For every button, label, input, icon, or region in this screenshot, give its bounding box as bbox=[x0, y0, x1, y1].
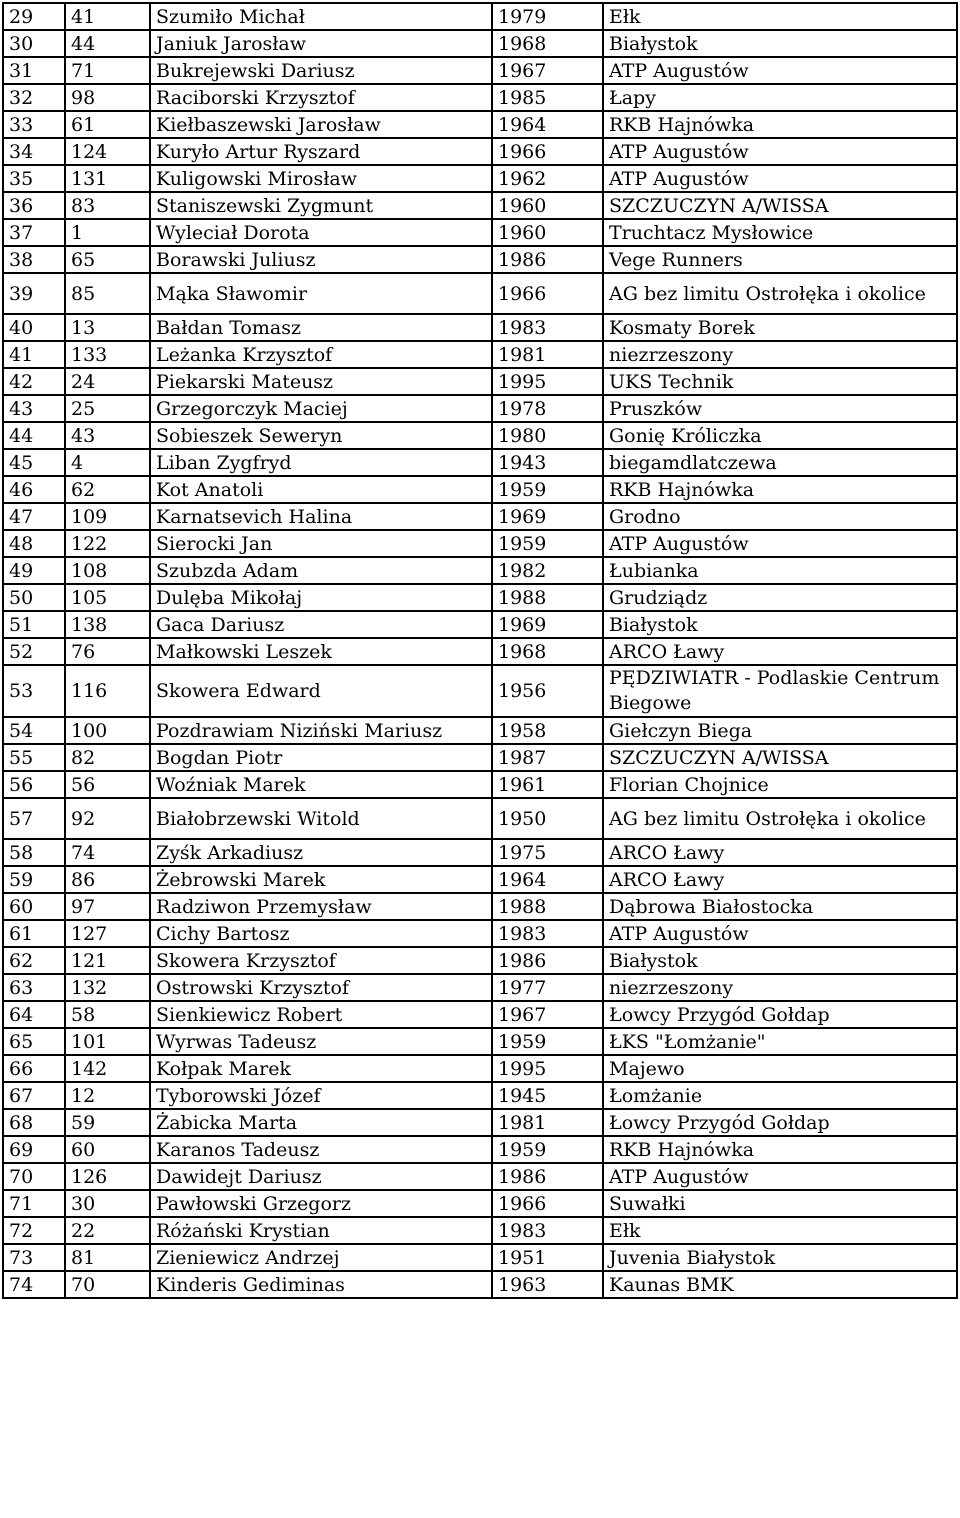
table-row bbox=[3, 1028, 957, 1055]
runner-name-cell: Różański Krystian bbox=[150, 1217, 492, 1244]
runner-name-cell: Leżanka Krzysztof bbox=[150, 341, 492, 368]
place-cell: 53 bbox=[3, 665, 65, 717]
club-cell: SZCZUCZYN A/WISSA bbox=[603, 744, 957, 771]
table-row bbox=[3, 530, 957, 557]
place-cell: 68 bbox=[3, 1109, 65, 1136]
bib-number-cell: 83 bbox=[65, 192, 150, 219]
table-row bbox=[3, 84, 957, 111]
bib-number-cell: 43 bbox=[65, 422, 150, 449]
club-cell: ATP Augustów bbox=[603, 1163, 957, 1190]
club-cell: Grodno bbox=[603, 503, 957, 530]
bib-number-cell: 41 bbox=[65, 3, 150, 30]
birth-year-cell: 1969 bbox=[492, 611, 603, 638]
bib-number-cell: 65 bbox=[65, 246, 150, 273]
bib-number-cell: 25 bbox=[65, 395, 150, 422]
runner-name-cell: Skowera Edward bbox=[150, 665, 492, 717]
runner-name-cell: Skowera Krzysztof bbox=[150, 947, 492, 974]
place-cell: 44 bbox=[3, 422, 65, 449]
birth-year-cell: 1969 bbox=[492, 503, 603, 530]
place-cell: 74 bbox=[3, 1271, 65, 1298]
bib-number-cell: 71 bbox=[65, 57, 150, 84]
runner-name-cell: Kuligowski Mirosław bbox=[150, 165, 492, 192]
club-cell: ATP Augustów bbox=[603, 530, 957, 557]
runner-name-cell: Kołpak Marek bbox=[150, 1055, 492, 1082]
place-cell: 63 bbox=[3, 974, 65, 1001]
table-row bbox=[3, 798, 957, 839]
runner-name-cell: Woźniak Marek bbox=[150, 771, 492, 798]
bib-number-cell: 58 bbox=[65, 1001, 150, 1028]
runner-name-cell: Ostrowski Krzysztof bbox=[150, 974, 492, 1001]
bib-number-cell: 4 bbox=[65, 449, 150, 476]
table-row bbox=[3, 138, 957, 165]
bib-number-cell: 127 bbox=[65, 920, 150, 947]
runner-name-cell: Raciborski Krzysztof bbox=[150, 84, 492, 111]
runner-name-cell: Gaca Dariusz bbox=[150, 611, 492, 638]
place-cell: 43 bbox=[3, 395, 65, 422]
runner-name-cell: Janiuk Jarosław bbox=[150, 30, 492, 57]
birth-year-cell: 1995 bbox=[492, 1055, 603, 1082]
bib-number-cell: 131 bbox=[65, 165, 150, 192]
runner-name-cell: Radziwon Przemysław bbox=[150, 893, 492, 920]
club-cell: Truchtacz Mysłowice bbox=[603, 219, 957, 246]
club-cell: Ełk bbox=[603, 3, 957, 30]
birth-year-cell: 1977 bbox=[492, 974, 603, 1001]
table-row bbox=[3, 771, 957, 798]
bib-number-cell: 86 bbox=[65, 866, 150, 893]
place-cell: 54 bbox=[3, 717, 65, 744]
club-cell: niezrzeszony bbox=[603, 974, 957, 1001]
place-cell: 73 bbox=[3, 1244, 65, 1271]
runner-name-cell: Borawski Juliusz bbox=[150, 246, 492, 273]
table-row bbox=[3, 314, 957, 341]
place-cell: 55 bbox=[3, 744, 65, 771]
runner-name-cell: Wyrwas Tadeusz bbox=[150, 1028, 492, 1055]
place-cell: 32 bbox=[3, 84, 65, 111]
table-row bbox=[3, 665, 957, 717]
table-row bbox=[3, 1136, 957, 1163]
place-cell: 45 bbox=[3, 449, 65, 476]
table-row bbox=[3, 246, 957, 273]
place-cell: 56 bbox=[3, 771, 65, 798]
place-cell: 64 bbox=[3, 1001, 65, 1028]
bib-number-cell: 121 bbox=[65, 947, 150, 974]
table-row bbox=[3, 192, 957, 219]
table-row bbox=[3, 449, 957, 476]
birth-year-cell: 1979 bbox=[492, 3, 603, 30]
birth-year-cell: 1961 bbox=[492, 771, 603, 798]
club-cell: Dąbrowa Białostocka bbox=[603, 893, 957, 920]
birth-year-cell: 1945 bbox=[492, 1082, 603, 1109]
club-cell: Białystok bbox=[603, 947, 957, 974]
birth-year-cell: 1964 bbox=[492, 111, 603, 138]
club-cell: Kaunas BMK bbox=[603, 1271, 957, 1298]
runner-name-cell: Liban Zygfryd bbox=[150, 449, 492, 476]
club-cell: Juvenia Białystok bbox=[603, 1244, 957, 1271]
table-row bbox=[3, 1163, 957, 1190]
club-cell: Łomżanie bbox=[603, 1082, 957, 1109]
club-cell: ATP Augustów bbox=[603, 920, 957, 947]
place-cell: 33 bbox=[3, 111, 65, 138]
table-row bbox=[3, 395, 957, 422]
runner-name-cell: Pozdrawiam Niziński Mariusz bbox=[150, 717, 492, 744]
birth-year-cell: 1981 bbox=[492, 1109, 603, 1136]
bib-number-cell: 76 bbox=[65, 638, 150, 665]
birth-year-cell: 1988 bbox=[492, 584, 603, 611]
place-cell: 39 bbox=[3, 273, 65, 314]
bib-number-cell: 124 bbox=[65, 138, 150, 165]
club-cell: Florian Chojnice bbox=[603, 771, 957, 798]
results-table bbox=[2, 2, 958, 1299]
bib-number-cell: 60 bbox=[65, 1136, 150, 1163]
table-row bbox=[3, 57, 957, 84]
table-row bbox=[3, 611, 957, 638]
bib-number-cell: 82 bbox=[65, 744, 150, 771]
birth-year-cell: 1968 bbox=[492, 30, 603, 57]
table-row bbox=[3, 744, 957, 771]
club-cell: ŁKS "Łomżanie" bbox=[603, 1028, 957, 1055]
runner-name-cell: Kuryło Artur Ryszard bbox=[150, 138, 492, 165]
bib-number-cell: 1 bbox=[65, 219, 150, 246]
runner-name-cell: Pawłowski Grzegorz bbox=[150, 1190, 492, 1217]
results-table-body bbox=[3, 3, 957, 1298]
table-row bbox=[3, 717, 957, 744]
birth-year-cell: 1983 bbox=[492, 1217, 603, 1244]
birth-year-cell: 1960 bbox=[492, 219, 603, 246]
table-row bbox=[3, 1217, 957, 1244]
runner-name-cell: Kiełbaszewski Jarosław bbox=[150, 111, 492, 138]
club-cell: Łowcy Przygód Gołdap bbox=[603, 1001, 957, 1028]
birth-year-cell: 1968 bbox=[492, 638, 603, 665]
club-cell: ARCO Ławy bbox=[603, 866, 957, 893]
birth-year-cell: 1983 bbox=[492, 920, 603, 947]
place-cell: 37 bbox=[3, 219, 65, 246]
runner-name-cell: Kinderis Gediminas bbox=[150, 1271, 492, 1298]
birth-year-cell: 1959 bbox=[492, 476, 603, 503]
birth-year-cell: 1995 bbox=[492, 368, 603, 395]
birth-year-cell: 1959 bbox=[492, 530, 603, 557]
bib-number-cell: 12 bbox=[65, 1082, 150, 1109]
bib-number-cell: 97 bbox=[65, 893, 150, 920]
club-cell: RKB Hajnówka bbox=[603, 476, 957, 503]
club-cell: Kosmaty Borek bbox=[603, 314, 957, 341]
birth-year-cell: 1988 bbox=[492, 893, 603, 920]
table-row bbox=[3, 219, 957, 246]
club-cell: Łapy bbox=[603, 84, 957, 111]
club-cell: RKB Hajnówka bbox=[603, 1136, 957, 1163]
club-cell: Majewo bbox=[603, 1055, 957, 1082]
table-row bbox=[3, 1055, 957, 1082]
birth-year-cell: 1986 bbox=[492, 246, 603, 273]
runner-name-cell: Szumiło Michał bbox=[150, 3, 492, 30]
birth-year-cell: 1950 bbox=[492, 798, 603, 839]
birth-year-cell: 1962 bbox=[492, 165, 603, 192]
birth-year-cell: 1981 bbox=[492, 341, 603, 368]
place-cell: 48 bbox=[3, 530, 65, 557]
birth-year-cell: 1967 bbox=[492, 57, 603, 84]
place-cell: 41 bbox=[3, 341, 65, 368]
table-row bbox=[3, 866, 957, 893]
birth-year-cell: 1985 bbox=[492, 84, 603, 111]
runner-name-cell: Zyśk Arkadiusz bbox=[150, 839, 492, 866]
runner-name-cell: Sierocki Jan bbox=[150, 530, 492, 557]
club-cell: ATP Augustów bbox=[603, 57, 957, 84]
table-row bbox=[3, 503, 957, 530]
club-cell: Białystok bbox=[603, 611, 957, 638]
bib-number-cell: 61 bbox=[65, 111, 150, 138]
bib-number-cell: 85 bbox=[65, 273, 150, 314]
birth-year-cell: 1958 bbox=[492, 717, 603, 744]
table-row bbox=[3, 1082, 957, 1109]
place-cell: 57 bbox=[3, 798, 65, 839]
place-cell: 38 bbox=[3, 246, 65, 273]
table-row bbox=[3, 557, 957, 584]
birth-year-cell: 1959 bbox=[492, 1136, 603, 1163]
club-cell: RKB Hajnówka bbox=[603, 111, 957, 138]
birth-year-cell: 1983 bbox=[492, 314, 603, 341]
birth-year-cell: 1975 bbox=[492, 839, 603, 866]
bib-number-cell: 81 bbox=[65, 1244, 150, 1271]
bib-number-cell: 108 bbox=[65, 557, 150, 584]
place-cell: 72 bbox=[3, 1217, 65, 1244]
club-cell: AG bez limitu Ostrołęka i okolice bbox=[603, 273, 957, 314]
birth-year-cell: 1943 bbox=[492, 449, 603, 476]
club-cell: SZCZUCZYN A/WISSA bbox=[603, 192, 957, 219]
table-row bbox=[3, 638, 957, 665]
place-cell: 62 bbox=[3, 947, 65, 974]
table-row bbox=[3, 920, 957, 947]
club-cell: ATP Augustów bbox=[603, 165, 957, 192]
table-row bbox=[3, 839, 957, 866]
table-row bbox=[3, 1109, 957, 1136]
club-cell: Giełczyn Biega bbox=[603, 717, 957, 744]
club-cell: Łowcy Przygód Gołdap bbox=[603, 1109, 957, 1136]
birth-year-cell: 1966 bbox=[492, 138, 603, 165]
runner-name-cell: Kot Anatoli bbox=[150, 476, 492, 503]
bib-number-cell: 132 bbox=[65, 974, 150, 1001]
bib-number-cell: 122 bbox=[65, 530, 150, 557]
place-cell: 35 bbox=[3, 165, 65, 192]
birth-year-cell: 1964 bbox=[492, 866, 603, 893]
place-cell: 46 bbox=[3, 476, 65, 503]
place-cell: 52 bbox=[3, 638, 65, 665]
bib-number-cell: 138 bbox=[65, 611, 150, 638]
club-cell: Vege Runners bbox=[603, 246, 957, 273]
bib-number-cell: 70 bbox=[65, 1271, 150, 1298]
table-row bbox=[3, 1190, 957, 1217]
club-cell: ATP Augustów bbox=[603, 138, 957, 165]
club-cell: Ełk bbox=[603, 1217, 957, 1244]
birth-year-cell: 1963 bbox=[492, 1271, 603, 1298]
bib-number-cell: 44 bbox=[65, 30, 150, 57]
bib-number-cell: 59 bbox=[65, 1109, 150, 1136]
place-cell: 65 bbox=[3, 1028, 65, 1055]
place-cell: 69 bbox=[3, 1136, 65, 1163]
birth-year-cell: 1986 bbox=[492, 947, 603, 974]
runner-name-cell: Mąka Sławomir bbox=[150, 273, 492, 314]
table-row bbox=[3, 974, 957, 1001]
runner-name-cell: Zieniewicz Andrzej bbox=[150, 1244, 492, 1271]
table-row bbox=[3, 341, 957, 368]
runner-name-cell: Staniszewski Zygmunt bbox=[150, 192, 492, 219]
bib-number-cell: 24 bbox=[65, 368, 150, 395]
runner-name-cell: Szubzda Adam bbox=[150, 557, 492, 584]
runner-name-cell: Wyleciał Dorota bbox=[150, 219, 492, 246]
place-cell: 59 bbox=[3, 866, 65, 893]
runner-name-cell: Karnatsevich Halina bbox=[150, 503, 492, 530]
place-cell: 42 bbox=[3, 368, 65, 395]
club-cell: Suwałki bbox=[603, 1190, 957, 1217]
club-cell: niezrzeszony bbox=[603, 341, 957, 368]
club-cell: AG bez limitu Ostrołęka i okolice bbox=[603, 798, 957, 839]
table-row bbox=[3, 3, 957, 30]
bib-number-cell: 92 bbox=[65, 798, 150, 839]
place-cell: 67 bbox=[3, 1082, 65, 1109]
runner-name-cell: Tyborowski Józef bbox=[150, 1082, 492, 1109]
runner-name-cell: Dawidejt Dariusz bbox=[150, 1163, 492, 1190]
runner-name-cell: Dulęba Mikołaj bbox=[150, 584, 492, 611]
table-row bbox=[3, 111, 957, 138]
table-row bbox=[3, 1001, 957, 1028]
birth-year-cell: 1987 bbox=[492, 744, 603, 771]
place-cell: 60 bbox=[3, 893, 65, 920]
table-row bbox=[3, 893, 957, 920]
place-cell: 58 bbox=[3, 839, 65, 866]
birth-year-cell: 1966 bbox=[492, 1190, 603, 1217]
table-row bbox=[3, 1271, 957, 1298]
bib-number-cell: 13 bbox=[65, 314, 150, 341]
bib-number-cell: 126 bbox=[65, 1163, 150, 1190]
club-cell: Pruszków bbox=[603, 395, 957, 422]
birth-year-cell: 1982 bbox=[492, 557, 603, 584]
place-cell: 47 bbox=[3, 503, 65, 530]
place-cell: 40 bbox=[3, 314, 65, 341]
bib-number-cell: 74 bbox=[65, 839, 150, 866]
club-cell: Grudziądz bbox=[603, 584, 957, 611]
place-cell: 30 bbox=[3, 30, 65, 57]
bib-number-cell: 116 bbox=[65, 665, 150, 717]
table-row bbox=[3, 584, 957, 611]
runner-name-cell: Białobrzewski Witold bbox=[150, 798, 492, 839]
birth-year-cell: 1986 bbox=[492, 1163, 603, 1190]
place-cell: 49 bbox=[3, 557, 65, 584]
bib-number-cell: 22 bbox=[65, 1217, 150, 1244]
place-cell: 29 bbox=[3, 3, 65, 30]
birth-year-cell: 1978 bbox=[492, 395, 603, 422]
bib-number-cell: 98 bbox=[65, 84, 150, 111]
runner-name-cell: Żabicka Marta bbox=[150, 1109, 492, 1136]
runner-name-cell: Bogdan Piotr bbox=[150, 744, 492, 771]
place-cell: 70 bbox=[3, 1163, 65, 1190]
birth-year-cell: 1959 bbox=[492, 1028, 603, 1055]
bib-number-cell: 56 bbox=[65, 771, 150, 798]
bib-number-cell: 101 bbox=[65, 1028, 150, 1055]
runner-name-cell: Cichy Bartosz bbox=[150, 920, 492, 947]
runner-name-cell: Bałdan Tomasz bbox=[150, 314, 492, 341]
table-row bbox=[3, 273, 957, 314]
place-cell: 51 bbox=[3, 611, 65, 638]
place-cell: 66 bbox=[3, 1055, 65, 1082]
table-row bbox=[3, 422, 957, 449]
bib-number-cell: 105 bbox=[65, 584, 150, 611]
place-cell: 71 bbox=[3, 1190, 65, 1217]
table-row bbox=[3, 368, 957, 395]
table-row bbox=[3, 1244, 957, 1271]
table-row bbox=[3, 165, 957, 192]
runner-name-cell: Sienkiewicz Robert bbox=[150, 1001, 492, 1028]
table-row bbox=[3, 30, 957, 57]
bib-number-cell: 100 bbox=[65, 717, 150, 744]
club-cell: Gonię Króliczka bbox=[603, 422, 957, 449]
bib-number-cell: 133 bbox=[65, 341, 150, 368]
bib-number-cell: 109 bbox=[65, 503, 150, 530]
club-cell: ARCO Ławy bbox=[603, 638, 957, 665]
place-cell: 61 bbox=[3, 920, 65, 947]
runner-name-cell: Karanos Tadeusz bbox=[150, 1136, 492, 1163]
bib-number-cell: 62 bbox=[65, 476, 150, 503]
club-cell: Białystok bbox=[603, 30, 957, 57]
runner-name-cell: Żebrowski Marek bbox=[150, 866, 492, 893]
place-cell: 31 bbox=[3, 57, 65, 84]
club-cell: PĘDZIWIATR - Podlaskie Centrum Biegowe bbox=[603, 665, 957, 717]
runner-name-cell: Sobieszek Seweryn bbox=[150, 422, 492, 449]
bib-number-cell: 142 bbox=[65, 1055, 150, 1082]
place-cell: 34 bbox=[3, 138, 65, 165]
birth-year-cell: 1980 bbox=[492, 422, 603, 449]
runner-name-cell: Piekarski Mateusz bbox=[150, 368, 492, 395]
bib-number-cell: 30 bbox=[65, 1190, 150, 1217]
birth-year-cell: 1956 bbox=[492, 665, 603, 717]
runner-name-cell: Małkowski Leszek bbox=[150, 638, 492, 665]
place-cell: 50 bbox=[3, 584, 65, 611]
club-cell: UKS Technik bbox=[603, 368, 957, 395]
place-cell: 36 bbox=[3, 192, 65, 219]
club-cell: biegamdlatczewa bbox=[603, 449, 957, 476]
birth-year-cell: 1967 bbox=[492, 1001, 603, 1028]
birth-year-cell: 1966 bbox=[492, 273, 603, 314]
table-row bbox=[3, 947, 957, 974]
birth-year-cell: 1951 bbox=[492, 1244, 603, 1271]
runner-name-cell: Bukrejewski Dariusz bbox=[150, 57, 492, 84]
club-cell: ARCO Ławy bbox=[603, 839, 957, 866]
table-row bbox=[3, 476, 957, 503]
birth-year-cell: 1960 bbox=[492, 192, 603, 219]
club-cell: Łubianka bbox=[603, 557, 957, 584]
runner-name-cell: Grzegorczyk Maciej bbox=[150, 395, 492, 422]
